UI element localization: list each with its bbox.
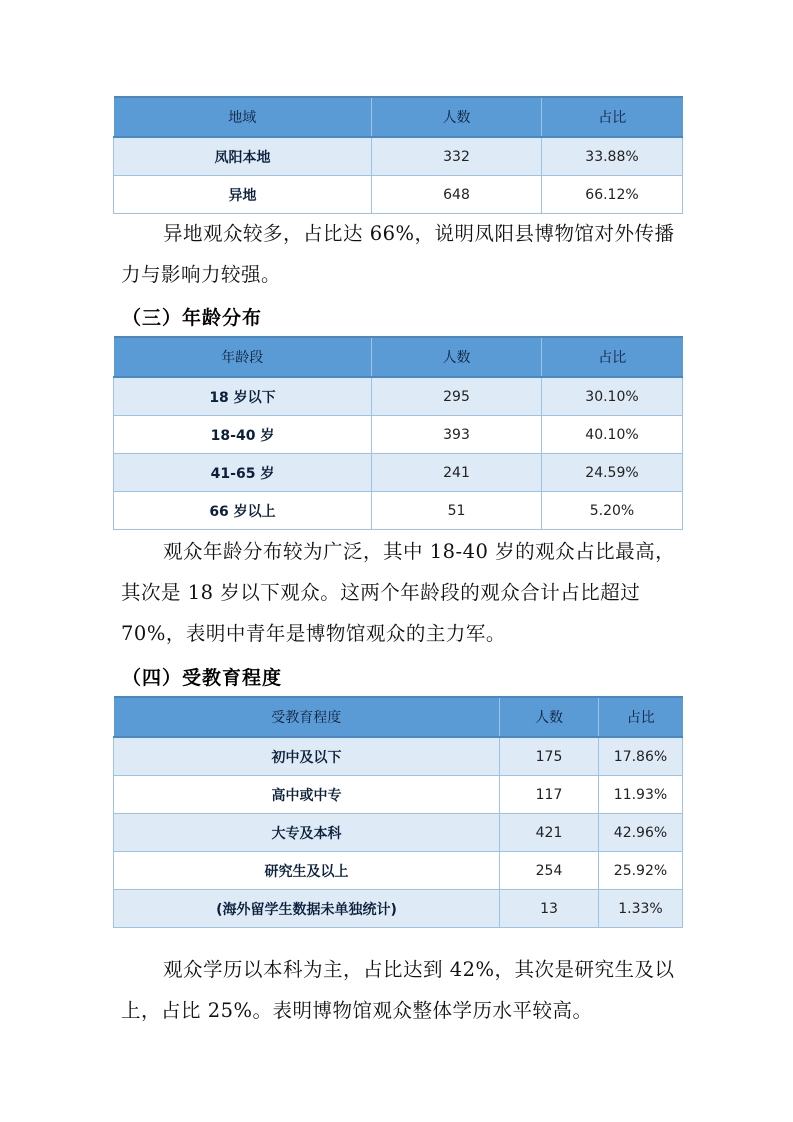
table-cell: 33.88% bbox=[542, 137, 683, 176]
table-cell: 41-65 岁 bbox=[114, 454, 372, 492]
table-cell: (海外留学生数据未单独统计) bbox=[114, 890, 500, 928]
table-row bbox=[114, 454, 683, 492]
table-cell: 初中及以下 bbox=[114, 737, 500, 776]
column-header: 受教育程度 bbox=[114, 697, 500, 737]
region-table bbox=[113, 96, 683, 214]
column-header: 地域 bbox=[114, 97, 372, 137]
table-cell: 30.10% bbox=[542, 377, 683, 416]
table-cell: 异地 bbox=[114, 176, 372, 214]
table-cell: 13 bbox=[500, 890, 599, 928]
table-cell: 51 bbox=[372, 492, 542, 530]
table-cell: 40.10% bbox=[542, 416, 683, 454]
table-row bbox=[114, 137, 683, 176]
table-row bbox=[114, 776, 683, 814]
table-cell: 295 bbox=[372, 377, 542, 416]
table-row bbox=[114, 890, 683, 928]
table-cell: 11.93% bbox=[599, 776, 683, 814]
table-cell: 5.20% bbox=[542, 492, 683, 530]
column-header: 人数 bbox=[372, 337, 542, 377]
table-cell: 研究生及以上 bbox=[114, 852, 500, 890]
table-cell: 18 岁以下 bbox=[114, 377, 372, 416]
table-cell: 25.92% bbox=[599, 852, 683, 890]
column-header: 人数 bbox=[500, 697, 599, 737]
table-header-row bbox=[114, 697, 683, 737]
section-heading-education: （四）受教育程度 bbox=[122, 667, 283, 689]
education-table bbox=[113, 696, 683, 928]
education-paragraph: 观众学历以本科为主，占比达到 42%，其次是研究生及以上，占比 25%。表明博物馆观众整体学历水平较高。 bbox=[121, 958, 675, 1022]
table-cell: 24.59% bbox=[542, 454, 683, 492]
table-cell: 42.96% bbox=[599, 814, 683, 852]
table-cell: 254 bbox=[500, 852, 599, 890]
table-row bbox=[114, 737, 683, 776]
table-cell: 117 bbox=[500, 776, 599, 814]
table-cell: 175 bbox=[500, 737, 599, 776]
table-row bbox=[114, 176, 683, 214]
table-cell: 648 bbox=[372, 176, 542, 214]
table-cell: 421 bbox=[500, 814, 599, 852]
table-header-row bbox=[114, 97, 683, 137]
column-header: 人数 bbox=[372, 97, 542, 137]
column-header: 占比 bbox=[542, 337, 683, 377]
age-paragraph: 观众年龄分布较为广泛，其中 18-40 岁的观众占比最高，其次是 18 岁以下观众。这两个年龄段的观众合计占比超过 70%，表明中青年是博物馆观众的主力军。 bbox=[121, 540, 676, 645]
column-header: 占比 bbox=[599, 697, 683, 737]
table-cell: 1.33% bbox=[599, 890, 683, 928]
table-header-row bbox=[114, 337, 683, 377]
table-row bbox=[114, 852, 683, 890]
table-cell: 393 bbox=[372, 416, 542, 454]
age-table bbox=[113, 336, 683, 530]
table-cell: 高中或中专 bbox=[114, 776, 500, 814]
table-row bbox=[114, 416, 683, 454]
table-cell: 17.86% bbox=[599, 737, 683, 776]
table-cell: 凤阳本地 bbox=[114, 137, 372, 176]
table-cell: 66.12% bbox=[542, 176, 683, 214]
region-paragraph: 异地观众较多，占比达 66%，说明凤阳县博物馆对外传播力与影响力较强。 bbox=[121, 222, 675, 286]
table-cell: 18-40 岁 bbox=[114, 416, 372, 454]
table-cell: 241 bbox=[372, 454, 542, 492]
table-row bbox=[114, 492, 683, 530]
column-header: 年龄段 bbox=[114, 337, 372, 377]
table-row bbox=[114, 814, 683, 852]
column-header: 占比 bbox=[542, 97, 683, 137]
table-row bbox=[114, 377, 683, 416]
section-heading-age: （三）年龄分布 bbox=[122, 307, 263, 329]
table-cell: 332 bbox=[372, 137, 542, 176]
table-cell: 大专及本科 bbox=[114, 814, 500, 852]
table-cell: 66 岁以上 bbox=[114, 492, 372, 530]
